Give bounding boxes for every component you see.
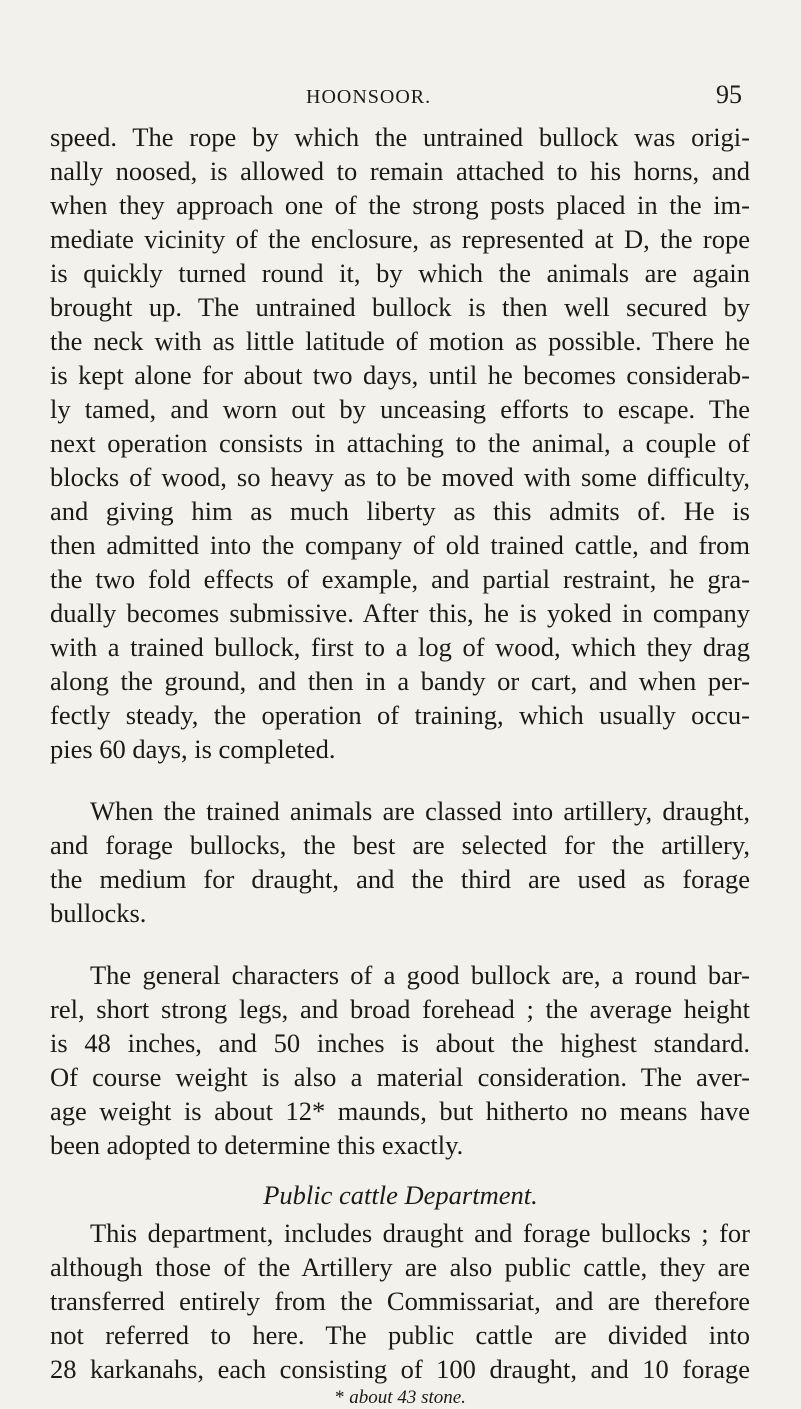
running-title: HOONSOOR.: [306, 86, 432, 108]
text-line: pies 60 days, is completed.: [50, 734, 336, 764]
text-line: then admitted into the company of old trained cattle, and from: [50, 530, 750, 560]
text-line: transferred entirely from the Commissariat, and are therefore: [50, 1286, 750, 1316]
footnote-text: about 43 stone.: [349, 1387, 466, 1408]
text-line: not referred to here. The public cattle are divided into: [50, 1320, 750, 1350]
text-line: Of course weight is also a material consideration. The aver-: [50, 1062, 750, 1092]
text-line: been adopted to determine this exactly.: [50, 1130, 464, 1160]
text-line: the medium for draught, and the third are used as forage: [50, 864, 750, 894]
text-line: fectly steady, the operation of training, which usually occu-: [50, 700, 750, 730]
page-number: 95: [716, 80, 742, 109]
text-line: is 48 inches, and 50 inches is about the highest standard.: [50, 1028, 750, 1058]
footnote: [0, 1387, 801, 1409]
text-line: This department, includes draught and forage bullocks ; for: [90, 1218, 750, 1248]
text-line: the two fold effects of example, and partial restraint, he gra-: [50, 564, 750, 594]
text-line: age weight is about 12* maunds, but hitherto no means have: [50, 1096, 750, 1126]
text-line: brought up. The untrained bullock is then well secured by: [50, 292, 750, 322]
text-line: and giving him as much liberty as this admits of. He is: [50, 496, 750, 526]
text-line: is quickly turned round it, by which the animals are again: [50, 258, 750, 288]
text-line: the neck with as little latitude of motion as possible. There he: [50, 326, 750, 356]
text-line: When the trained animals are classed into artillery, draught,: [90, 796, 750, 826]
text-line: bullocks.: [50, 898, 147, 928]
footnote-marker: *: [335, 1387, 345, 1408]
text-line: rel, short strong legs, and broad forehead ; the average height: [50, 994, 750, 1024]
text-line: 28 karkanahs, each consisting of 100 draught, and 10 forage: [50, 1354, 750, 1384]
text-line: with a trained bullock, first to a log of wood, which they drag: [50, 632, 750, 662]
text-line: The general characters of a good bullock are, a round bar-: [90, 960, 750, 990]
text-line: speed. The rope by which the untrained bullock was origi-: [50, 122, 750, 152]
text-line: along the ground, and then in a bandy or cart, and when per-: [50, 666, 750, 696]
text-line: dually becomes submissive. After this, he is yoked in company: [50, 598, 750, 628]
text-line: although those of the Artillery are also public cattle, they are: [50, 1252, 750, 1282]
text-line: ly tamed, and worn out by unceasing efforts to escape. The: [50, 394, 750, 424]
running-head: [0, 80, 801, 114]
text-line: is kept alone for about two days, until he becomes considerab-: [50, 360, 750, 390]
section-heading: Public cattle Department.: [263, 1180, 538, 1210]
text-line: mediate vicinity of the enclosure, as represented at D, the rope: [50, 224, 750, 254]
text-line: nally noosed, is allowed to remain attached to his horns, and: [50, 156, 750, 186]
text-line: and forage bullocks, the best are selected for the artillery,: [50, 830, 750, 860]
text-line: when they approach one of the strong posts placed in the im-: [50, 190, 750, 220]
text-line: blocks of wood, so heavy as to be moved with some difficulty,: [50, 462, 750, 492]
text-line: next operation consists in attaching to the animal, a couple of: [50, 428, 750, 458]
